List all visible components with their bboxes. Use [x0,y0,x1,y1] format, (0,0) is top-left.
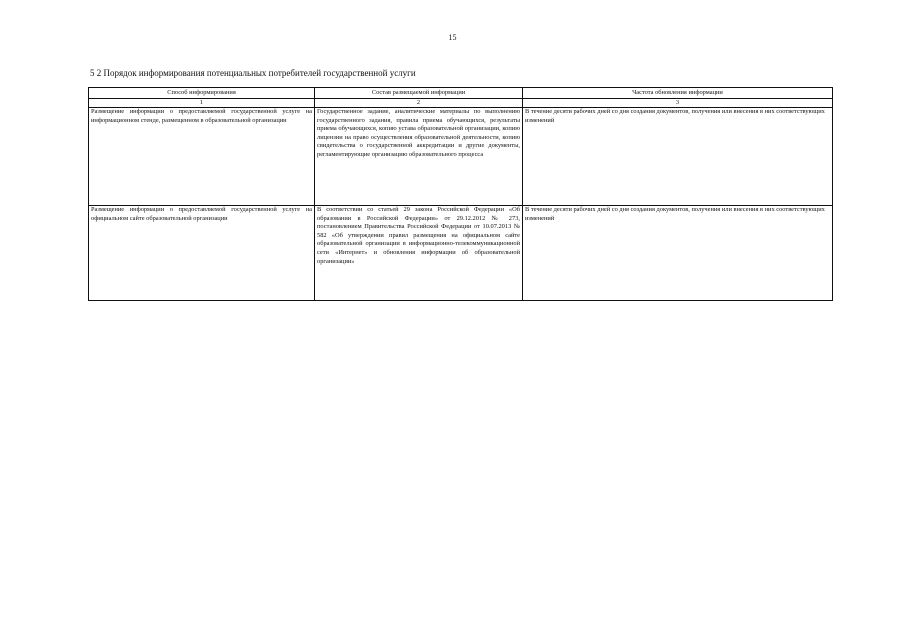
section-heading: 5 2 Порядок информирования потенциальных потребителей государственной услуги [90,68,416,78]
page-number: 15 [448,33,457,42]
information-table [88,87,833,301]
content-cell: В соответствии со статьей 29 закона Российской Федерации «Об образовании в Российской Федерации» от 29.12.2012 № 273, постановлением Правительства Российской Федерации от 10.07.2013 № 582 «Об утверждении правил размещения на официальном сайте образовательной организации в информационно-телекоммуникационной сети «Интернет» и обновления информации об образовательной организации» [315,206,523,301]
method-cell: Размещение информации о предоставляемой государственной услуге на официальном сайте образовательной организации [89,206,315,301]
content-cell: Государственное задание, аналитические материалы по выполнению государственного задания, правила приема обучающихся, результаты приема обучающихся, копию устава образовательной организации, копию лицензии на право осуществления образовательной деятельности, копию свидетельства о государственной аккредитации и другие документы, регламентирующие организацию образовательного процесса [315,108,523,206]
method-cell: Размещение информации о предоставляемой государственной услуге на информационном стенде, размещенном в образовательной организации [89,108,315,206]
table-row [89,206,833,301]
frequency-cell: В течение десяти рабочих дней со дня создания документов, получения или внесения в них соответствующих изменений [523,108,833,206]
frequency-cell: В течение десяти рабочих дней со дня создания документов, получения или внесения в них соответствующих изменений [523,206,833,301]
header-method: Способ информирования [89,88,315,99]
column-number-row [89,99,833,108]
column-number: 2 [315,99,523,108]
column-number: 1 [89,99,315,108]
table-header-row [89,88,833,99]
table-row [89,108,833,206]
header-frequency: Частота обновления информации [523,88,833,99]
column-number: 3 [523,99,833,108]
header-content: Состав размещаемой информации [315,88,523,99]
